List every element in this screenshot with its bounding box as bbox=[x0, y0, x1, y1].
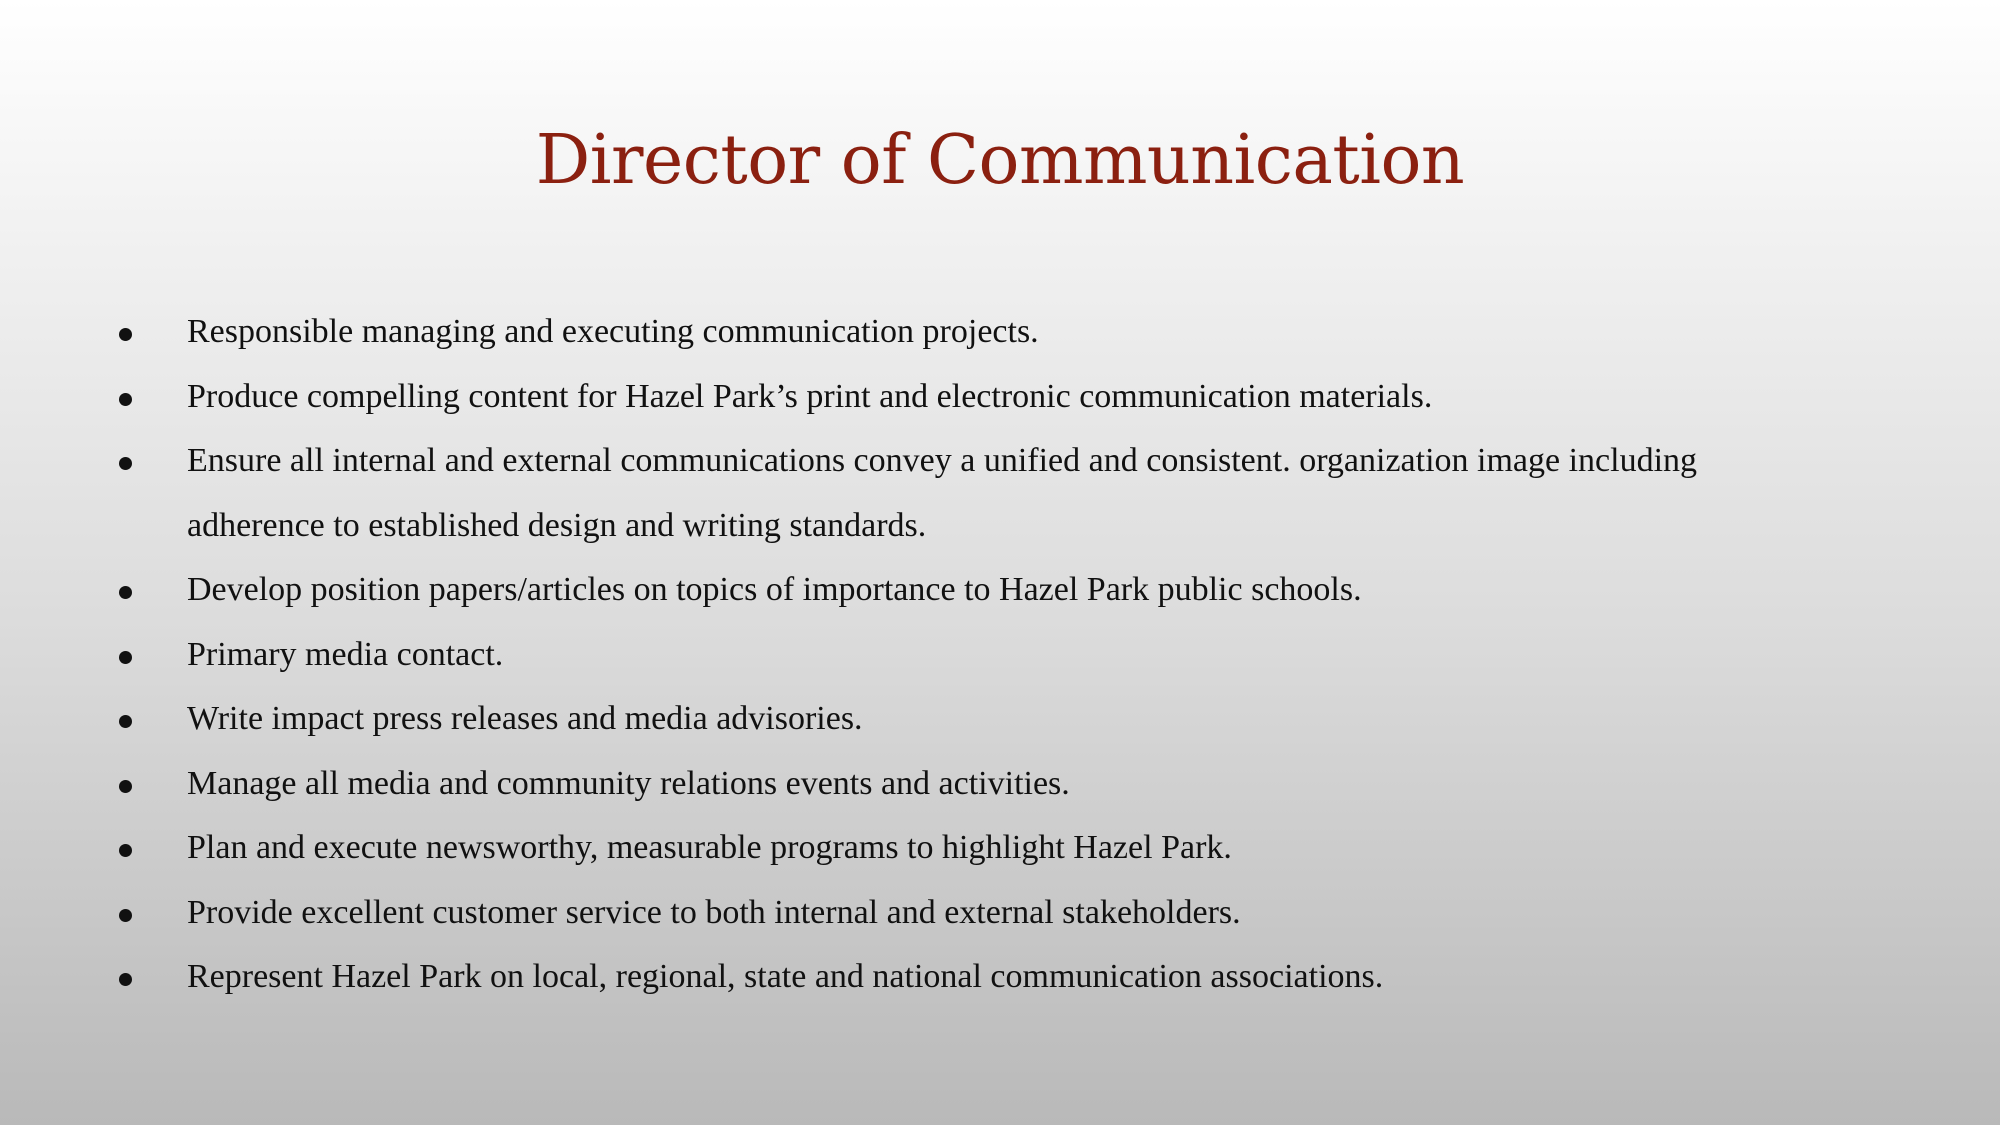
list-item bbox=[116, 300, 1916, 365]
bullet-list bbox=[116, 300, 1916, 1010]
bullet-dot-icon bbox=[119, 909, 132, 922]
list-item bbox=[116, 816, 1916, 881]
list-item-text: Produce compelling content for Hazel Park’s print and electronic communication materials. bbox=[187, 377, 1433, 415]
slide-title: Director of Communication bbox=[535, 121, 1465, 200]
list-item bbox=[116, 687, 1916, 752]
list-item bbox=[116, 752, 1916, 817]
list-item bbox=[116, 365, 1916, 430]
bullet-dot-icon bbox=[119, 844, 132, 857]
list-item-text: Manage all media and community relations events and activities. bbox=[187, 764, 1070, 802]
bullet-dot-icon bbox=[119, 457, 132, 470]
list-item bbox=[116, 429, 1916, 558]
bullet-dot-icon bbox=[119, 586, 132, 599]
list-item-text: Develop position papers/articles on topics of importance to Hazel Park public schools. bbox=[187, 571, 1362, 608]
bullet-dot-icon bbox=[119, 651, 132, 664]
bullet-dot-icon bbox=[119, 393, 132, 406]
list-item-text: Primary media contact. bbox=[187, 635, 504, 673]
list-item-text: Write impact press releases and media advisories. bbox=[187, 700, 863, 737]
list-item-text: Plan and execute newsworthy, measurable programs to highlight Hazel Park. bbox=[187, 829, 1232, 866]
list-item-text: Ensure all internal and external communications convey a unified and consistent. organization image including adherence to established design and writing standards. bbox=[187, 442, 1698, 544]
bullet-dot-icon bbox=[119, 328, 132, 341]
list-item-text: Provide excellent customer service to both internal and external stakeholders. bbox=[187, 893, 1241, 931]
list-item bbox=[116, 558, 1916, 623]
bullet-dot-icon bbox=[119, 780, 132, 793]
bullet-dot-icon bbox=[119, 973, 132, 986]
list-item-text: Represent Hazel Park on local, regional, state and national communication associations. bbox=[187, 958, 1384, 995]
list-item-text: Responsible managing and executing communication projects. bbox=[187, 313, 1039, 350]
list-item bbox=[116, 623, 1916, 688]
bullet-dot-icon bbox=[119, 715, 132, 728]
list-item bbox=[116, 945, 1916, 1010]
list-item bbox=[116, 881, 1916, 946]
